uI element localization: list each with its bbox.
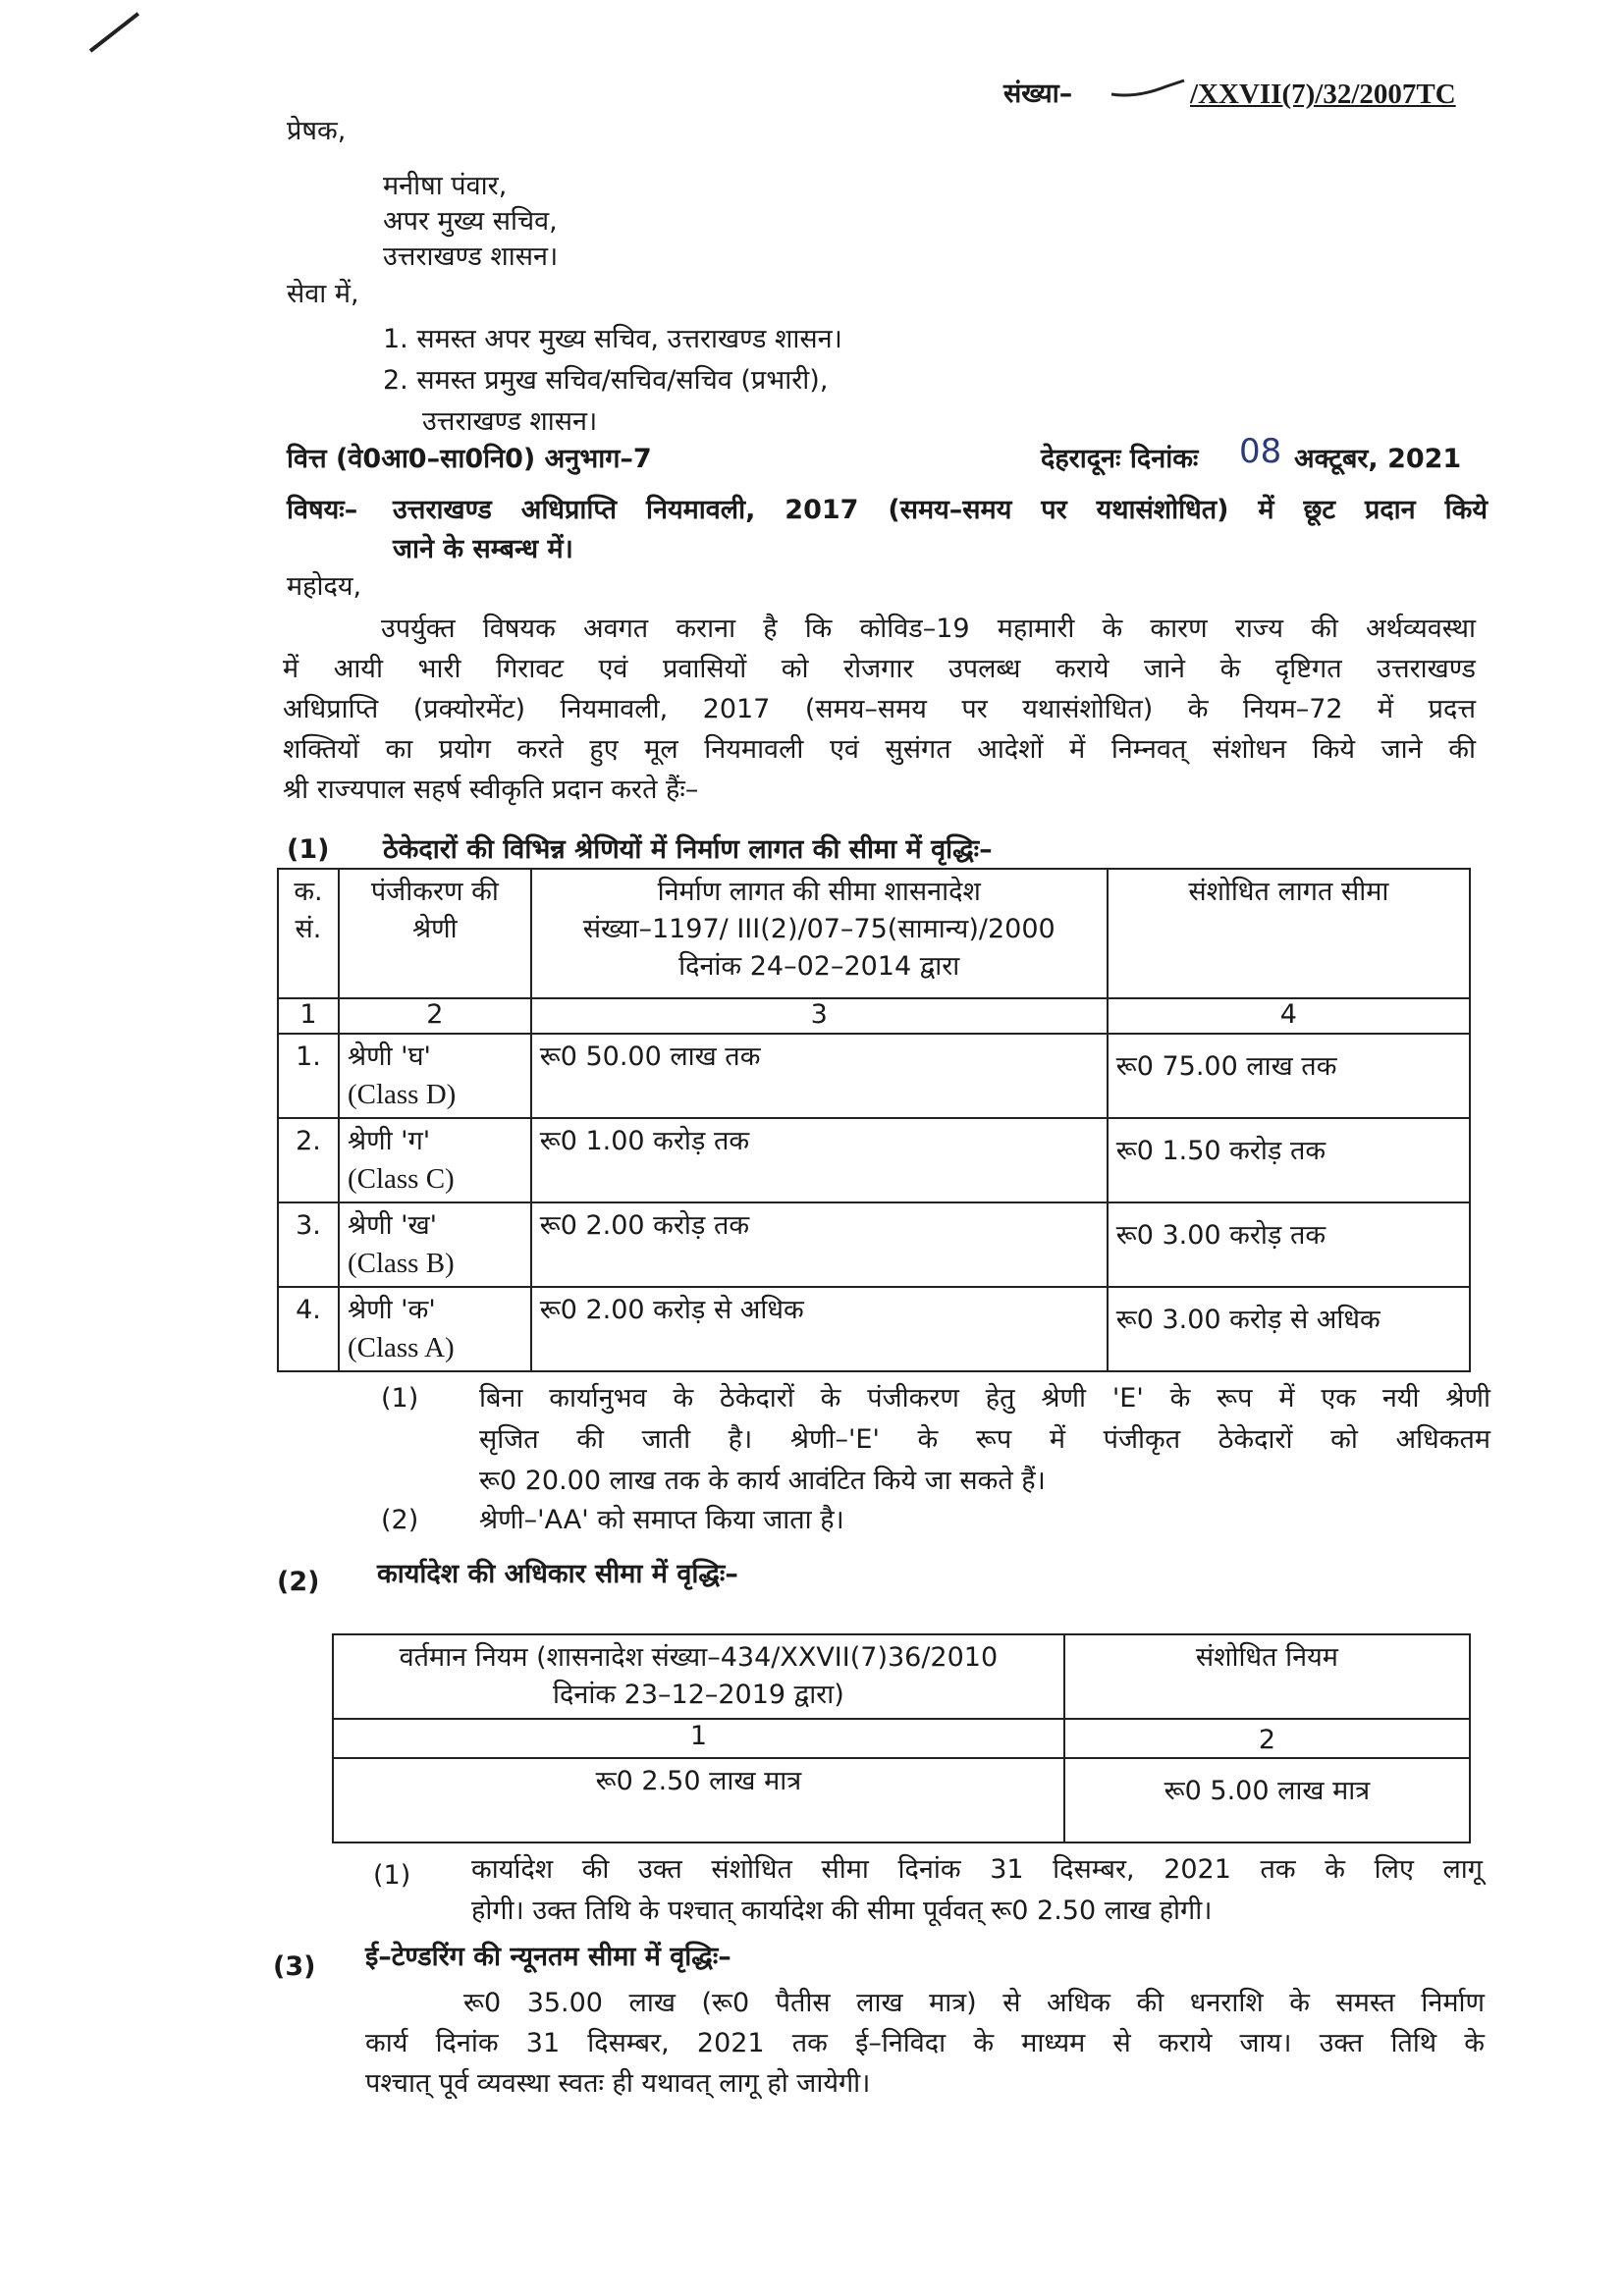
intro-paragraph <box>283 609 1476 810</box>
table-header-row <box>333 1634 1470 1719</box>
header-cell-revised: संशोधित नियम <box>1064 1634 1470 1719</box>
column-number: 1 <box>278 998 339 1034</box>
cell-category <box>339 1202 531 1287</box>
cell-sno: 4. <box>278 1287 339 1371</box>
cell-sno: 3. <box>278 1202 339 1287</box>
note-number: (1) <box>373 1860 411 1891</box>
note-line: सृजित की जाती है। श्रेणी–'E' के रूप में पंजीकृत ठेकेदारों को अधिकतम <box>479 1424 1490 1455</box>
header-limit-line: संख्या–1197/ III(2)/07–75(सामान्य)/2000 <box>582 914 1056 944</box>
work-order-limit-table <box>332 1633 1471 1843</box>
cell-revised: रू0 3.00 करोड़ से अधिक <box>1108 1287 1470 1371</box>
category-name: श्रेणी 'ख' <box>347 1210 438 1241</box>
recipient-item: 1. समस्त अपर मुख्य सचिव, उत्तराखण्ड शासन। <box>383 324 842 354</box>
table-row <box>333 1758 1470 1842</box>
paragraph-line: शक्तियों का प्रयोग करते हुए मूल नियमावली एवं सुसंगत आदेशों में निम्नवत् संशोधन किये जाने की <box>283 734 1476 765</box>
cell-revised: रू0 75.00 लाख तक <box>1108 1034 1470 1118</box>
column-number: 1 <box>333 1719 1064 1758</box>
note-line: कार्यादेश की उक्त संशोधित सीमा दिनांक 31 दिसम्बर, 2021 तक के लिए लागू <box>471 1854 1483 1885</box>
note-line: श्रेणी–'AA' को समाप्त किया जाता है। <box>479 1505 844 1535</box>
subject-line: उत्तराखण्ड अधिप्राप्ति नियमावली, 2017 (समय–समय पर यथासंशोधित) में छूट प्रदान किये <box>393 495 1488 525</box>
cell-limit: रू0 2.00 करोड़ से अधिक <box>531 1287 1108 1371</box>
column-number-row <box>333 1719 1470 1758</box>
cell-sno: 2. <box>278 1118 339 1202</box>
department-line: वित्त (वे0आ0–सा0नि0) अनुभाग–7 <box>287 444 652 474</box>
reference-number: /XXVII(7)/32/2007TC <box>1190 79 1456 110</box>
cell-category <box>339 1287 531 1371</box>
column-number: 2 <box>339 998 531 1034</box>
column-number: 3 <box>531 998 1108 1034</box>
note-body <box>479 1378 1490 1502</box>
section-number: (2) <box>277 1567 320 1597</box>
paragraph-line: रू0 35.00 लाख (रू0 पैतीस लाख मात्र) से अधिक की धनराशि के समस्त निर्माण <box>463 1988 1485 2018</box>
note-line: बिना कार्यानुभव के ठेकेदारों के पंजीकरण हेतु श्रेणी 'E' के रूप में एक नयी श्रेणी <box>479 1383 1490 1414</box>
paragraph-line: अधिप्राप्ति (प्रक्योरमेंट) नियमावली, 2017 (समय–समय पर यथासंशोधित) के नियम–72 में प्रदत्त <box>283 694 1476 724</box>
header-cell-limit <box>531 869 1108 998</box>
paragraph-line: उपर्युक्त विषयक अवगत कराना है कि कोविड–19 महामारी के कारण राज्य की अर्थव्यवस्था <box>381 614 1476 644</box>
header-cell-current <box>333 1634 1064 1719</box>
recipient-item: 2. समस्त प्रमुख सचिव/सचिव/सचिव (प्रभारी), <box>383 365 829 396</box>
section-heading: कार्यादेश की अधिकार सीमा में वृद्धिः– <box>377 1559 738 1589</box>
recipients-label: सेवा में, <box>287 279 359 309</box>
cell-sno: 1. <box>278 1034 339 1118</box>
header-limit-line: निर्माण लागत की सीमा शासनादेश <box>657 877 981 907</box>
column-number: 4 <box>1108 998 1470 1034</box>
category-class: (Class B) <box>347 1248 455 1279</box>
note-item <box>373 1849 1492 1938</box>
paragraph-line: में आयी भारी गिरावट एवं प्रवासियों को रोजगार उपलब्ध कराये जाने के दृष्टिगत उत्तराखण्ड <box>283 654 1476 684</box>
category-name: श्रेणी 'ग' <box>347 1126 431 1156</box>
cell-limit: रू0 50.00 लाख तक <box>531 1034 1108 1118</box>
section-number: (1) <box>287 834 330 865</box>
category-limits-table <box>277 868 1471 1372</box>
column-number: 2 <box>1064 1719 1470 1758</box>
table-row <box>278 1118 1470 1202</box>
note-line: होगी। उक्त तिथि के पश्चात् कार्यादेश की सीमा पूर्ववत् रू0 2.50 लाख होगी। <box>471 1896 1213 1926</box>
paragraph-line: कार्य दिनांक 31 दिसम्बर, 2021 तक ई–निविदा के माध्यम से कराये जाय। उक्त तिथि के <box>365 2028 1485 2058</box>
cell-revised: रू0 1.50 करोड़ तक <box>1108 1118 1470 1202</box>
note-item <box>381 1378 1490 1506</box>
cell-revised: रू0 5.00 लाख मात्र <box>1064 1758 1470 1842</box>
recipient-item: उत्तराखण्ड शासन। <box>422 406 598 437</box>
handwritten-date: 08 <box>1239 432 1282 471</box>
subject-label: विषयः– <box>287 495 358 525</box>
sender-label: प्रेषक, <box>287 116 347 146</box>
cell-category <box>339 1118 531 1202</box>
paragraph-line: श्री राज्यपाल सहर्ष स्वीकृति प्रदान करते हैंः– <box>283 774 699 805</box>
section3-paragraph <box>365 1983 1485 2104</box>
handwritten-tick-icon <box>1108 77 1188 102</box>
table-header-row <box>278 869 1470 998</box>
table-row <box>278 1287 1470 1371</box>
category-name: श्रेणी 'क' <box>347 1295 436 1325</box>
note-line: रू0 20.00 लाख तक के कार्य आवंटित किये जा सकते हैं। <box>479 1466 1046 1496</box>
sender-office: उत्तराखण्ड शासन। <box>383 241 559 272</box>
cell-limit: रू0 1.00 करोड़ तक <box>531 1118 1108 1202</box>
header-limit-line: दिनांक 24–02–2014 द्वारा <box>678 951 960 982</box>
pen-mark <box>89 12 139 52</box>
date-prefix: देहरादूनः दिनांकः <box>1041 444 1199 474</box>
category-class: (Class D) <box>347 1079 457 1110</box>
table-row <box>278 1034 1470 1118</box>
reference-label: संख्या– <box>1003 79 1073 109</box>
category-name: श्रेणी 'घ' <box>347 1041 431 1072</box>
date-suffix: अक्टूबर, 2021 <box>1294 444 1462 474</box>
cell-limit: रू0 2.00 करोड़ तक <box>531 1202 1108 1287</box>
category-class: (Class A) <box>347 1332 455 1363</box>
header-cell-sno: क. सं. <box>278 869 339 998</box>
table-row <box>278 1202 1470 1287</box>
subject-line: जाने के सम्बन्ध में। <box>393 534 573 564</box>
note-body <box>479 1500 1490 1541</box>
column-number-row <box>278 998 1470 1034</box>
note-item <box>381 1500 1490 1543</box>
sender-designation: अपर मुख्य सचिव, <box>383 206 558 237</box>
paragraph-line: पश्चात् पूर्व व्यवस्था स्वतः ही यथावत् लागू हो जायेगी। <box>365 2068 871 2099</box>
note-body <box>471 1849 1483 1932</box>
section-heading: ठेकेदारों की विभिन्न श्रेणियों में निर्माण लागत की सीमा में वृद्धिः– <box>383 834 993 865</box>
section-number: (3) <box>273 1951 316 1982</box>
section-heading: ई–टेण्डरिंग की न्यूनतम सीमा में वृद्धिः– <box>365 1942 731 1972</box>
header-cell-category: पंजीकरण की श्रेणी <box>339 869 531 998</box>
salutation: महोदय, <box>287 571 362 602</box>
sender-name: मनीषा पंवार, <box>383 171 508 201</box>
header-current-line: दिनांक 23–12–2019 द्वारा) <box>553 1680 844 1710</box>
note-number: (1) <box>381 1383 419 1414</box>
cell-revised: रू0 3.00 करोड़ तक <box>1108 1202 1470 1287</box>
note-number: (2) <box>381 1505 419 1535</box>
header-cell-revised: संशोधित लागत सीमा <box>1108 869 1470 998</box>
cell-category <box>339 1034 531 1118</box>
cell-current: रू0 2.50 लाख मात्र <box>333 1758 1064 1842</box>
category-class: (Class C) <box>347 1163 455 1195</box>
header-current-line: वर्तमान नियम (शासनादेश संख्या–434/XXVII(7)36/2010 <box>399 1642 999 1673</box>
